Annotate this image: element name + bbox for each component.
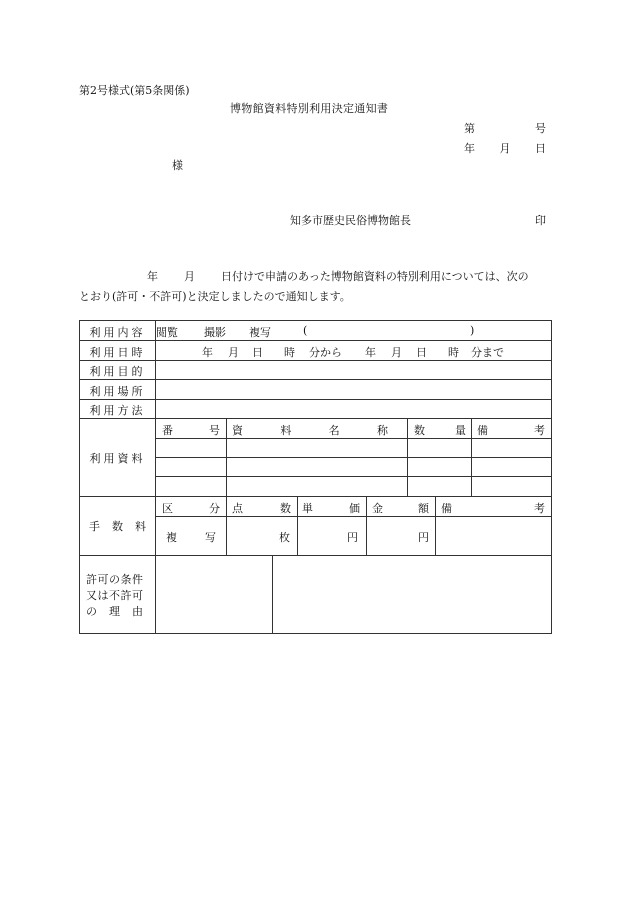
- option-copy[interactable]: 複写: [249, 326, 271, 339]
- header-number: [162, 422, 220, 438]
- fee-row-copy: [166, 529, 216, 545]
- fee-header-amount: [372, 500, 429, 516]
- label-conditions: [86, 572, 144, 620]
- fr-sha: 写: [205, 531, 216, 544]
- fh-kin: 金: [372, 502, 383, 515]
- paren-close: ): [470, 324, 475, 337]
- notice-body: [79, 267, 549, 307]
- fh-tan: 単: [302, 502, 313, 515]
- issue-date: [464, 140, 546, 156]
- h-su: 数: [414, 424, 425, 437]
- date-day: 日: [535, 142, 546, 155]
- decision-table: [79, 320, 552, 634]
- fee-header-remarks: [441, 500, 545, 516]
- dt-hour-1: 時: [284, 346, 295, 359]
- fh-ka: 価: [349, 502, 360, 515]
- dt-day-1: 日: [252, 346, 263, 359]
- dt-month-2: 月: [391, 346, 402, 359]
- body-year: 年: [147, 270, 158, 283]
- fh-gaku: 額: [418, 502, 429, 515]
- form-number: 第2号様式(第5条関係): [79, 84, 190, 97]
- fee-unit-price-yen: 円: [347, 531, 358, 544]
- h-bi: 備: [477, 424, 488, 437]
- h-ryo: 料: [280, 424, 292, 437]
- dt-to: 分まで: [471, 346, 504, 359]
- label-usage-datetime: 利用日時: [89, 346, 146, 359]
- dt-year-2: 年: [365, 346, 376, 359]
- h-shi: 資: [232, 424, 243, 437]
- fh-bi: 備: [441, 502, 452, 515]
- fee-sheets-unit: 枚: [279, 531, 290, 544]
- header-remarks: [477, 422, 545, 438]
- fee-header-unit-price: [302, 500, 360, 516]
- addressee: 様: [172, 159, 183, 172]
- h-sho: 称: [376, 424, 388, 437]
- date-month: 月: [499, 142, 511, 155]
- reference-number: [464, 120, 546, 136]
- header-material-name: [232, 422, 388, 438]
- dt-year-1: 年: [202, 346, 213, 359]
- label-usage-place: 利用場所: [89, 385, 146, 398]
- fh-ten: 点: [232, 502, 243, 515]
- body-text-a: 日付けで申請のあった博物館資料の特別利用については、次の: [221, 270, 529, 283]
- h-mei: 名: [328, 424, 340, 437]
- fee-header-category: [162, 500, 220, 516]
- issuer: 知多市歴史民俗博物館長: [290, 214, 411, 227]
- label-usage-materials: 利用資料: [89, 452, 146, 465]
- conditions-line-2: 又は不許可: [86, 589, 144, 602]
- conditions-line-3: の 理 由: [86, 605, 144, 618]
- label-usage-method: 利用方法: [89, 404, 146, 417]
- notice-line-2: とおり(許可・不許可)と決定しましたので通知します。: [79, 290, 351, 303]
- h-ryo2: 量: [455, 424, 466, 437]
- fh-bun: 分: [209, 502, 220, 515]
- paren-open: (: [303, 324, 308, 337]
- fr-fuku: 複: [166, 531, 177, 544]
- fh-ku: 区: [162, 502, 173, 515]
- label-usage-purpose: 利用目的: [89, 365, 146, 378]
- fh-ko: 考: [534, 502, 545, 515]
- body-month: 月: [184, 270, 195, 283]
- label-usage-content: 利用内容: [89, 326, 146, 339]
- option-photo[interactable]: 撮影: [204, 326, 226, 339]
- conditions-line-1: 許可の条件: [86, 573, 144, 586]
- h-ban: 番: [162, 424, 173, 437]
- h-ko: 考: [534, 424, 545, 437]
- option-view[interactable]: 閲覧: [156, 326, 178, 339]
- dt-hour-2: 時: [448, 346, 459, 359]
- ref-dai: 第: [464, 122, 475, 135]
- fee-amount-yen: 円: [418, 531, 429, 544]
- notice-line-1: [79, 267, 549, 287]
- document-title: 博物館資料特別利用決定通知書: [230, 102, 389, 115]
- dt-day-2: 日: [416, 346, 427, 359]
- label-fee: 手数料: [89, 520, 158, 533]
- header-quantity: [414, 422, 466, 438]
- ref-go: 号: [535, 122, 546, 135]
- seal-mark: 印: [535, 214, 546, 227]
- date-year: 年: [464, 142, 475, 155]
- dt-from: 分から: [309, 346, 342, 359]
- dt-month-1: 月: [228, 346, 239, 359]
- h-go: 号: [209, 424, 220, 437]
- fee-header-count: [232, 500, 291, 516]
- fh-su: 数: [280, 502, 291, 515]
